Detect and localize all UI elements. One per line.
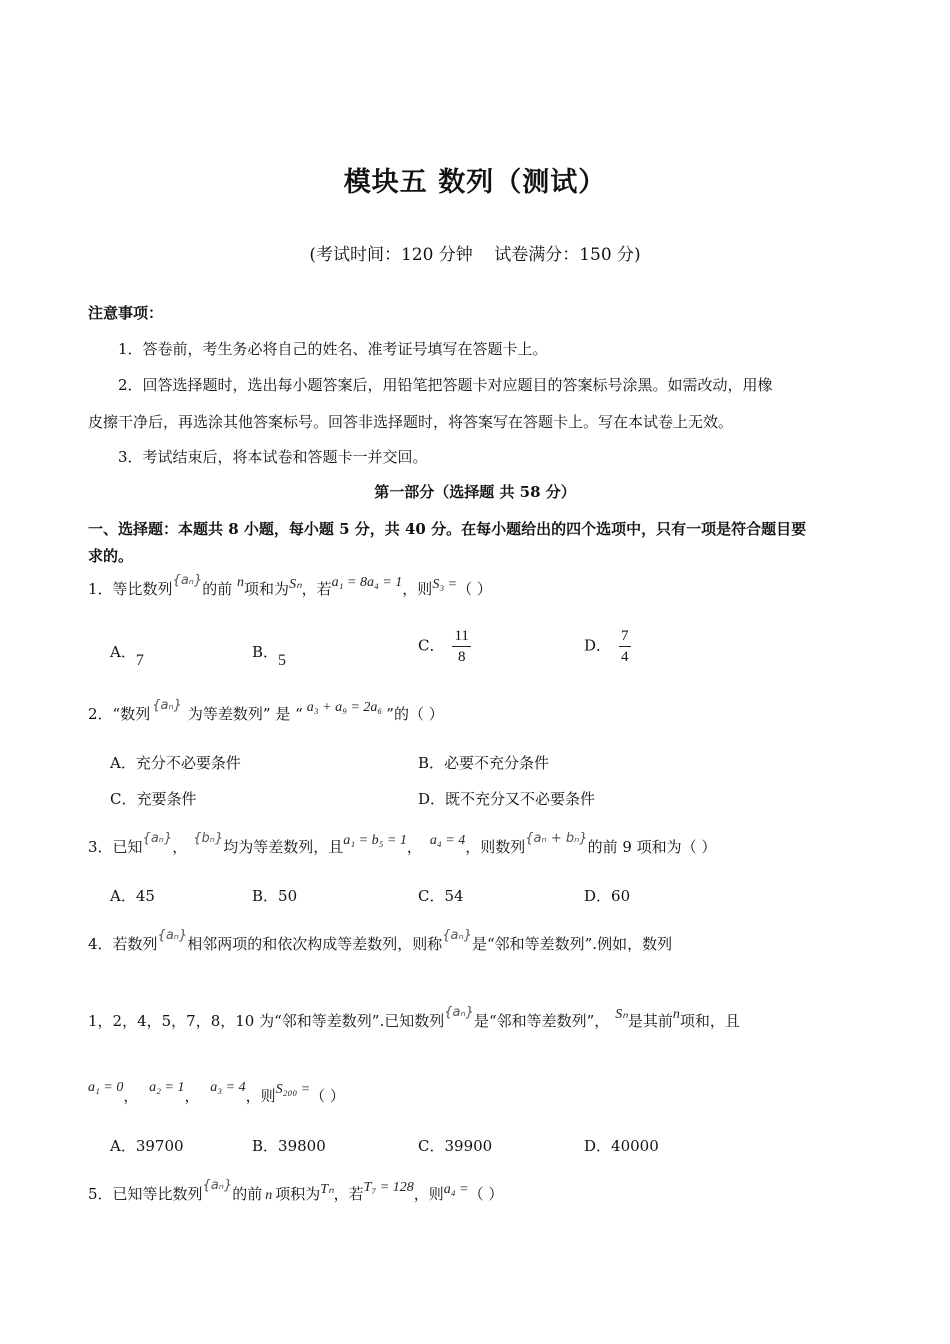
- question-4-line-3: a₁ = 0， a₂ = 1， a₃ = 4，则S₂₀₀ =（ ）: [88, 1080, 345, 1105]
- q3-option-b[interactable]: B．50: [252, 887, 298, 905]
- exam-time: (考试时间：120 分钟: [309, 245, 473, 265]
- question-2: 2．“数列 {aₙ} 为等差数列” 是 “ a₃ + a₉ = 2a₆ ”的（ ）: [88, 698, 444, 723]
- notice-heading: 注意事项：: [88, 304, 164, 322]
- notice-item-1: 1．答卷前，考生务必将自己的姓名、准考证号填写在答题卡上。: [118, 340, 548, 358]
- exam-score: 试卷满分：150 分): [494, 245, 641, 265]
- q2-condition: a₃ + a₉ = 2a₆: [306, 700, 383, 715]
- notice-item-2-cont: 皮擦干净后，再选涂其他答案标号。回答非选择题时，将答案写在答题卡上。写在本试卷上无效。: [88, 413, 734, 431]
- question-4: 4．若数列{aₙ}相邻两项的和依次构成等差数列，则称{aₙ}是“邻和等差数列”.例如，数列: [88, 928, 673, 953]
- q2-option-b[interactable]: B．必要不充分条件: [418, 754, 550, 772]
- q4-option-d[interactable]: D．40000: [584, 1137, 659, 1155]
- q3-option-c[interactable]: C．54: [418, 887, 464, 905]
- exam-info: [0, 240, 950, 265]
- q1-option-b[interactable]: B．5: [252, 643, 287, 669]
- q2-option-d[interactable]: D．既不充分又不必要条件: [418, 790, 596, 808]
- q1-option-d[interactable]: D． $\frac{7}{4}$: [584, 628, 629, 665]
- q1-option-c[interactable]: C． $\frac{11}{8}$: [418, 628, 469, 665]
- question-5: 5．已知等比数列{aₙ}的前 n 项积为Tₙ，若T₇ = 128，则a₄ =（ ）: [88, 1178, 504, 1203]
- question-3: 3．已知{aₙ}， {bₙ}均为等差数列，且a₁ = b₅ = 1， a₄ = 4，则数列{aₙ + bₙ}的前 9 项和为（ ）: [88, 831, 717, 856]
- q4-option-c[interactable]: C．39900: [418, 1137, 493, 1155]
- q3-option-d[interactable]: D．60: [584, 887, 631, 905]
- section-instructions-cont: 求的。: [88, 547, 134, 565]
- q2-option-a[interactable]: A．充分不必要条件: [110, 754, 241, 772]
- sequence-a: {aₙ}: [172, 573, 203, 588]
- notice-item-3: 3．考试结束后，将本试卷和答题卡一并交回。: [118, 448, 428, 466]
- question-4-line-2: 1，2，4，5，7，8，10 为“邻和等差数列”.已知数列{aₙ}是“邻和等差数列”， Sₙ是其前n项和，且: [88, 1005, 740, 1030]
- notice-item-2: 2．回答选择题时，选出每小题答案后，用铅笔把答题卡对应题目的答案标号涂黑。如需改动，用橡: [118, 376, 773, 394]
- q3-option-a[interactable]: A．45: [110, 887, 155, 905]
- part1-heading: 第一部分（选择题 共 58 分）: [374, 483, 576, 501]
- q1-condition: a₁ = 8a₄ = 1: [331, 575, 403, 590]
- q4-option-b[interactable]: B．39800: [252, 1137, 326, 1155]
- section-instructions: 一、选择题：本题共 8 小题，每小题 5 分，共 40 分。在每小题给出的四个选项中，只有一项是符合题目要: [88, 520, 807, 538]
- question-1: 1．等比数列{aₙ}的前 n项和为Sₙ，若a₁ = 8a₄ = 1，则S₃ =（ ）: [88, 573, 492, 598]
- q2-option-c[interactable]: C．充要条件: [110, 790, 197, 808]
- q1-option-a[interactable]: A．7: [110, 643, 144, 669]
- page-title: 模块五 数列（测试）: [343, 167, 607, 198]
- q5-condition: T₇ = 128: [363, 1180, 414, 1195]
- q4-option-a[interactable]: A．39700: [110, 1137, 184, 1155]
